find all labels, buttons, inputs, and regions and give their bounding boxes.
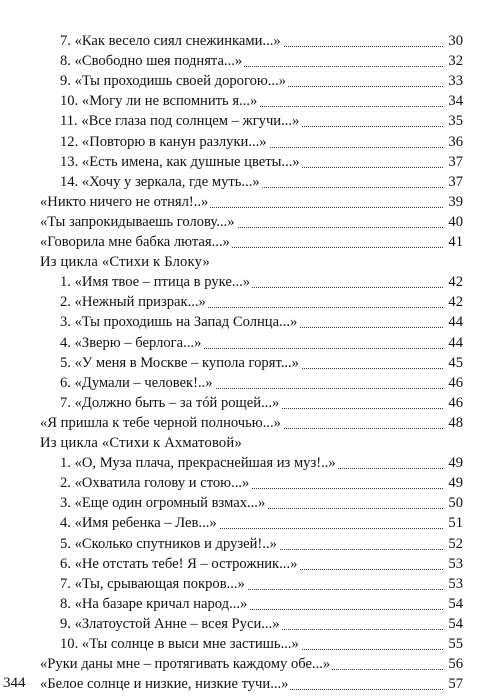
toc-entry-page: 56 xyxy=(448,656,463,673)
toc-entry-page: 45 xyxy=(448,354,463,371)
toc-entry-title: «Руки даны мне – протягивать каждому обе...» xyxy=(40,656,331,673)
toc-entry-page: 49 xyxy=(448,455,463,472)
toc-entry-page: 55 xyxy=(448,636,463,652)
toc-entry[interactable] xyxy=(60,31,463,51)
toc-entry-title: 10. «Могу ли не вспомнить я...» xyxy=(60,93,258,110)
toc-entry[interactable] xyxy=(60,634,463,654)
toc-entry[interactable] xyxy=(60,594,463,614)
toc-entry[interactable] xyxy=(60,51,463,71)
toc-entry[interactable] xyxy=(60,534,463,554)
toc-entry-page: 54 xyxy=(448,595,463,612)
toc-entry[interactable] xyxy=(40,212,463,232)
toc-entry[interactable] xyxy=(60,292,463,312)
toc-entry-title: 6. «Не отстать тебе! Я – острожник...» xyxy=(60,555,298,572)
toc-entry-page: 53 xyxy=(448,555,463,572)
toc-entry[interactable] xyxy=(60,132,463,152)
toc-entry-title: 1. «О, Муза плача, прекраснейшая из муз!..» xyxy=(60,455,336,472)
toc-entry-title: 10. «Ты солнце в выси мне застишь...» xyxy=(60,636,299,652)
toc-entry-title: «Я пришла к тебе черной полночью...» xyxy=(40,414,281,431)
toc-entry-title: «Белое солнце и низкие, низкие тучи...» xyxy=(40,676,289,693)
toc-entry[interactable] xyxy=(60,614,463,634)
toc-entry-page: 48 xyxy=(448,414,463,431)
toc-entry-title: 14. «Хочу у зеркала, где муть...» xyxy=(60,173,260,190)
toc-entry-title: 9. «Ты проходишь своей дорогою...» xyxy=(60,73,287,90)
toc-entry-title: 13. «Есть имена, как душные цветы...» xyxy=(60,153,300,170)
toc-entry[interactable] xyxy=(40,192,463,212)
toc-entry[interactable] xyxy=(60,353,463,373)
toc-entry-page: 30 xyxy=(448,33,463,49)
toc-entry[interactable] xyxy=(60,513,463,533)
toc-entry-title: 1. «Имя твое – птица в руке...» xyxy=(60,274,251,291)
toc-entry[interactable] xyxy=(60,172,463,192)
toc-entry-page: 39 xyxy=(448,193,463,210)
toc-entry-title: 4. «Зверю – берлога...» xyxy=(60,334,202,351)
toc-entry-title: «Говорила мне бабка лютая...» xyxy=(40,234,230,250)
toc-entry-page: 46 xyxy=(448,374,463,391)
toc-entry[interactable] xyxy=(40,413,463,433)
toc-entry[interactable] xyxy=(60,574,463,594)
toc-entry-title: 8. «Свободно шея поднята...» xyxy=(60,53,243,70)
toc-entry-page: 50 xyxy=(448,495,463,512)
toc-entry-page: 52 xyxy=(448,535,463,552)
toc-entry[interactable] xyxy=(60,152,463,172)
toc-entry-page: 35 xyxy=(448,113,463,130)
toc-entry-title: 7. «Должно быть – за тóй рощей...» xyxy=(60,394,280,411)
toc-entry[interactable] xyxy=(40,654,463,674)
toc-entry-page: 44 xyxy=(448,334,463,351)
toc-entry[interactable] xyxy=(60,312,463,332)
toc-entry[interactable] xyxy=(60,71,463,91)
toc-entry-page: 41 xyxy=(448,234,463,250)
toc-entry[interactable] xyxy=(60,333,463,353)
toc-entry[interactable] xyxy=(60,393,463,413)
cycle-heading: Из цикла «Стихи к Ахматовой» xyxy=(40,435,242,451)
toc-entry-page: 40 xyxy=(448,213,463,230)
toc-entry-page: 37 xyxy=(448,173,463,190)
toc-entry-title: 12. «Повторю в канун разлуки...» xyxy=(60,133,267,150)
toc-entry-title: 5. «У меня в Москве – купола горят...» xyxy=(60,354,299,371)
toc-entry[interactable] xyxy=(60,473,463,493)
toc-entry-title: 7. «Ты, срывающая покров...» xyxy=(60,575,245,592)
toc-entry-title: 9. «Златоустой Анне – всея Руси...» xyxy=(60,615,280,632)
toc-entry-page: 53 xyxy=(448,575,463,592)
toc-entry[interactable] xyxy=(60,373,463,393)
toc-entry[interactable] xyxy=(60,272,463,292)
toc-entry[interactable] xyxy=(40,232,463,252)
toc-entry[interactable] xyxy=(60,453,463,473)
toc-entry-page: 44 xyxy=(448,314,463,331)
toc-entry[interactable] xyxy=(60,111,463,131)
toc-entry-page: 37 xyxy=(448,153,463,170)
toc-entry-title: 2. «Нежный призрак...» xyxy=(60,294,206,311)
toc-entry-title: 7. «Как весело сиял снежинками...» xyxy=(60,33,281,49)
toc-entry-page: 42 xyxy=(448,294,463,311)
toc-entry-page: 33 xyxy=(448,73,463,90)
toc-entry-title: «Никто ничего не отнял!..» xyxy=(40,193,209,210)
toc-entry-title: 5. «Сколько спутников и друзей!..» xyxy=(60,535,277,552)
toc-entry[interactable] xyxy=(60,493,463,513)
toc-entry-page: 49 xyxy=(448,475,463,492)
toc-entry-title: 6. «Думали – человек!..» xyxy=(60,374,213,391)
page-number: 344 xyxy=(3,675,26,691)
toc-entry-page: 34 xyxy=(448,93,463,110)
toc-entry-page: 46 xyxy=(448,394,463,411)
toc-entry-page: 36 xyxy=(448,133,463,150)
toc-entry[interactable] xyxy=(40,674,463,694)
toc-entry-title: 3. «Ты проходишь на Запад Солнца...» xyxy=(60,314,298,331)
toc-entry-page: 54 xyxy=(448,615,463,632)
toc-entry-page: 57 xyxy=(448,676,463,693)
cycle-heading: Из цикла «Стихи к Блоку» xyxy=(40,254,210,271)
toc-entry-title: 2. «Охватила голову и стою...» xyxy=(60,475,250,492)
toc-entry-title: 3. «Еще один огромный взмах...» xyxy=(60,495,266,512)
toc-entry-page: 51 xyxy=(448,515,463,532)
toc-entry[interactable] xyxy=(60,91,463,111)
toc-entry-title: 8. «На базаре кричал народ...» xyxy=(60,595,248,612)
toc-entry-title: 11. «Все глаза под солнцем – жгучи...» xyxy=(60,113,300,130)
toc-entry-title: «Ты запрокидываешь голову...» xyxy=(40,213,235,230)
toc-entry-page: 42 xyxy=(448,274,463,291)
toc-entry[interactable] xyxy=(60,554,463,574)
toc-entry-title: 4. «Имя ребенка – Лев...» xyxy=(60,515,217,532)
toc-entry-page: 32 xyxy=(448,53,463,70)
